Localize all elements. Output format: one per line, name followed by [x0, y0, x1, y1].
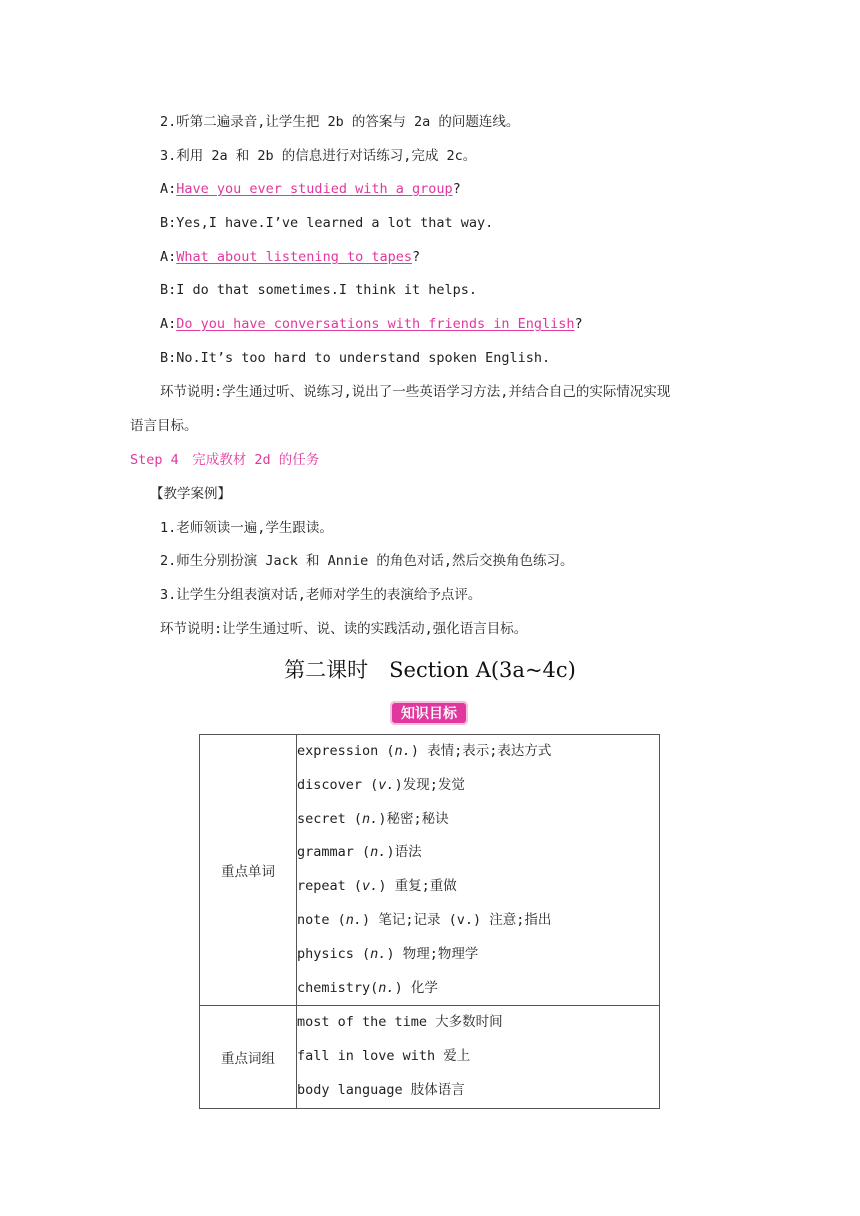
dialogue-line: B:I do that sometimes.I think it helps.	[160, 282, 477, 298]
vocabulary-table	[199, 734, 660, 1109]
instruction-line: 3.利用 2a 和 2b 的信息进行对话练习,完成 2c。	[160, 148, 477, 164]
section-note: 环节说明:让学生通过听、说、读的实践活动,强化语言目标。	[160, 621, 528, 637]
word-entry: secret (n.)秘密;秘诀	[297, 810, 449, 827]
answer-blank: Have you ever studied with a group	[176, 181, 453, 197]
phrases-cell	[297, 1006, 660, 1108]
dialogue-line: B:No.It’s too hard to understand spoken English.	[160, 350, 551, 366]
word-entry: expression (n.) 表情;表示;表达方式	[297, 743, 552, 759]
category-label: 重点词组	[200, 1006, 297, 1108]
instruction-line: 2.听第二遍录音,让学生把 2b 的答案与 2a 的问题连线。	[160, 114, 520, 130]
step-item: 2.师生分别扮演 Jack 和 Annie 的角色对话,然后交换角色练习。	[160, 553, 574, 569]
answer-blank: Do you have conversations with friends in English	[176, 316, 575, 332]
word-entry: discover (v.)发现;发觉	[297, 776, 465, 793]
category-label: 重点单词	[200, 735, 297, 1006]
dialogue-line: A:What about listening to tapes?	[160, 249, 421, 265]
word-entry: chemistry(n.) 化学	[297, 979, 438, 996]
section-note: 环节说明:学生通过听、说练习,说出了一些英语学习方法,并结合自己的实际情况实现	[160, 384, 671, 400]
dialogue-line: B:Yes,I have.I’ve learned a lot that way.	[160, 215, 494, 231]
word-entry: grammar (n.)语法	[297, 844, 422, 861]
step-item: 3.让学生分组表演对话,老师对学生的表演给予点评。	[160, 587, 482, 603]
word-entry: repeat (v.) 重复;重做	[297, 878, 457, 895]
word-entry: note (n.) 笔记;记录 (v.) 注意;指出	[297, 911, 552, 928]
phrase-entry: body language 肢体语言	[297, 1081, 465, 1098]
answer-blank: What about listening to tapes	[176, 249, 412, 265]
lesson-title: 第二课时 Section A(3a~4c)	[284, 658, 576, 682]
words-cell	[297, 735, 660, 1006]
dialogue-line: A:Do you have conversations with friends in English?	[160, 316, 583, 332]
case-heading: 【教学案例】	[150, 486, 231, 502]
phrase-entry: fall in love with 爱上	[297, 1048, 471, 1065]
phrase-entry: most of the time 大多数时间	[297, 1014, 503, 1031]
table-row	[200, 1006, 660, 1108]
word-entry: physics (n.) 物理;物理学	[297, 945, 479, 962]
table-row	[200, 735, 660, 1006]
step-heading: Step 4 完成教材 2d 的任务	[130, 452, 320, 468]
dialogue-line: A:Have you ever studied with a group?	[160, 181, 461, 197]
section-note-cont: 语言目标。	[130, 418, 198, 434]
step-item: 1.老师领读一遍,学生跟读。	[160, 520, 333, 536]
knowledge-goals-badge: 知识目标	[390, 701, 468, 725]
